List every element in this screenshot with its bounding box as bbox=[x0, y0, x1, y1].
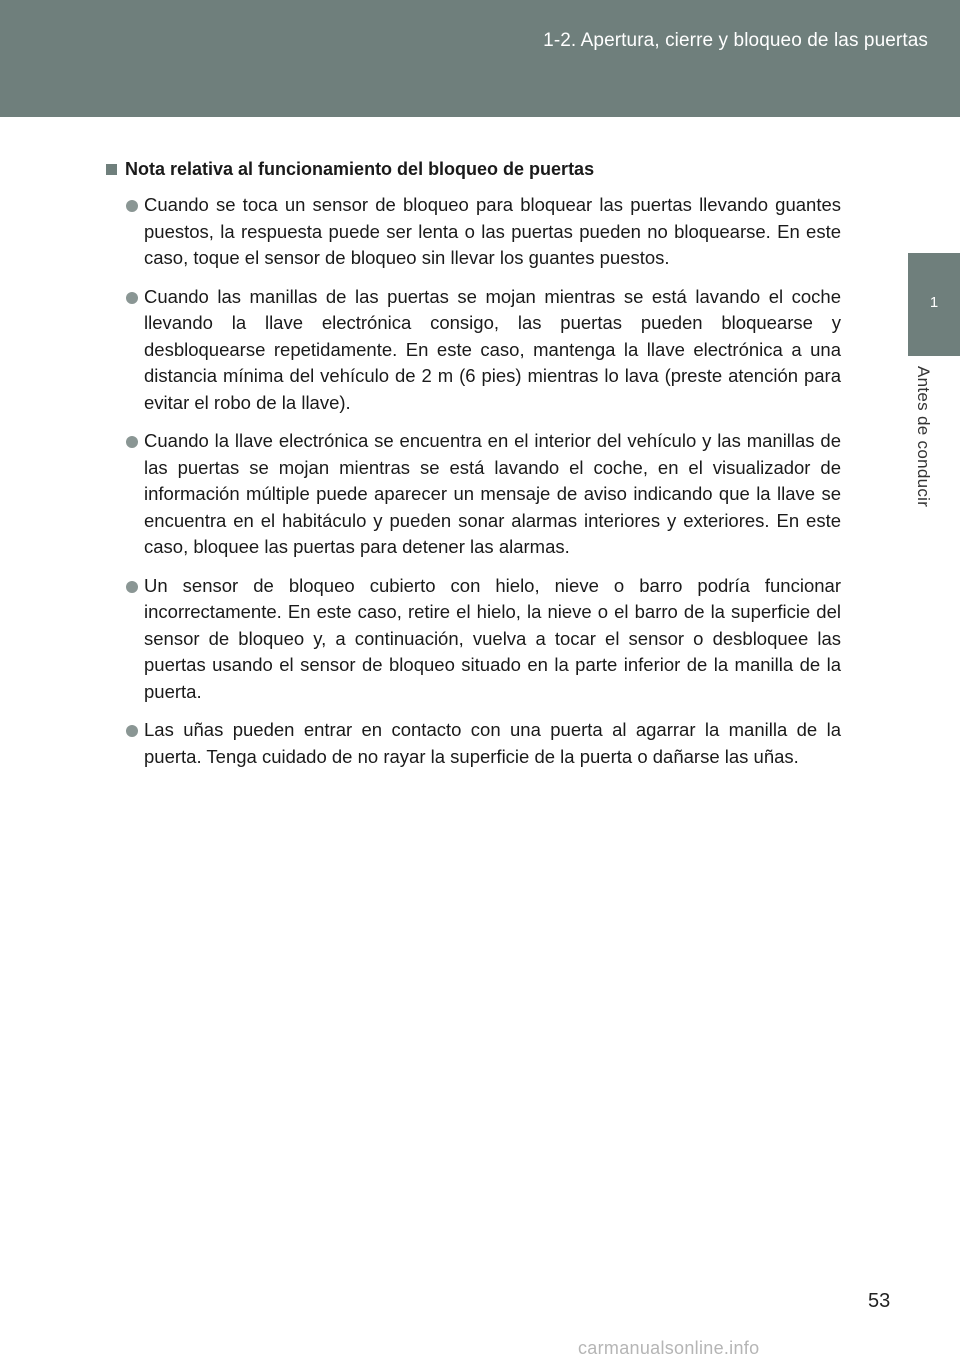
circle-bullet-icon bbox=[126, 200, 138, 212]
watermark: carmanualsonline.info bbox=[578, 1338, 760, 1358]
list-item bbox=[106, 284, 841, 417]
circle-bullet-icon bbox=[126, 581, 138, 593]
page-header bbox=[0, 0, 960, 117]
circle-bullet-icon bbox=[126, 436, 138, 448]
circle-bullet-icon bbox=[126, 292, 138, 304]
page-number: 53 bbox=[868, 1290, 891, 1312]
main-content bbox=[106, 156, 841, 782]
list-item-text: Las uñas pueden entrar en contacto con una puerta al agarrar la manilla de la puerta. Tenga cuidado de no rayar la superficie de la puerta o dañarse las uñas. bbox=[144, 719, 841, 767]
section-heading bbox=[106, 156, 841, 182]
header-title: 1-2. Apertura, cierre y bloqueo de las puertas bbox=[543, 30, 928, 51]
list-item-text: Cuando la llave electrónica se encuentra en el interior del vehículo y las manillas de las puertas se mojan mientras se está lavando el coche, en el visualizador de información múltiple puede aparecer un mensaje de aviso indicando que la llave se encuentra en el habitáculo y pueden sonar alarmas interiores y exteriores. En este caso, bloquee las puertas para detener las alarmas. bbox=[144, 430, 841, 557]
list-item bbox=[106, 717, 841, 770]
list-item bbox=[106, 573, 841, 706]
chapter-number: 1 bbox=[929, 294, 939, 311]
section-heading-text: Nota relativa al funcionamiento del bloqueo de puertas bbox=[125, 159, 595, 179]
list-item-text: Un sensor de bloqueo cubierto con hielo, nieve o barro podría funcionar incorrectamente. En este caso, retire el hielo, la nieve o el barro de la superficie del sensor de bloqueo y, a continuación, vuelva a tocar el sensor o desbloquee las puertas usando el sensor de bloqueo situado en la parte inferior de la manilla de la puerta. bbox=[144, 574, 841, 702]
list-item-text: Cuando se toca un sensor de bloqueo para bloquear las puertas llevando guantes puestos, la respuesta puede ser lenta o las puertas pueden no bloquearse. En este caso, toque el sensor de bloqueo sin llevar los guantes puestos. bbox=[144, 194, 841, 268]
chapter-label: Antes de conducir bbox=[914, 366, 933, 508]
list-item bbox=[106, 428, 841, 561]
list-item-text: Cuando las manillas de las puertas se mojan mientras se está lavando el coche llevando la llave electrónica consigo, las puertas pueden bloquearse y desbloquearse repetidamente. En este caso, mantenga la llave electrónica a una distancia mínima del vehículo de 2 m (6 pies) mientras lo lava (preste atención para evitar el robo de la llave). bbox=[144, 285, 841, 413]
bullet-list bbox=[106, 192, 841, 770]
circle-bullet-icon bbox=[126, 725, 138, 737]
square-bullet-icon bbox=[106, 164, 117, 175]
list-item bbox=[106, 192, 841, 272]
